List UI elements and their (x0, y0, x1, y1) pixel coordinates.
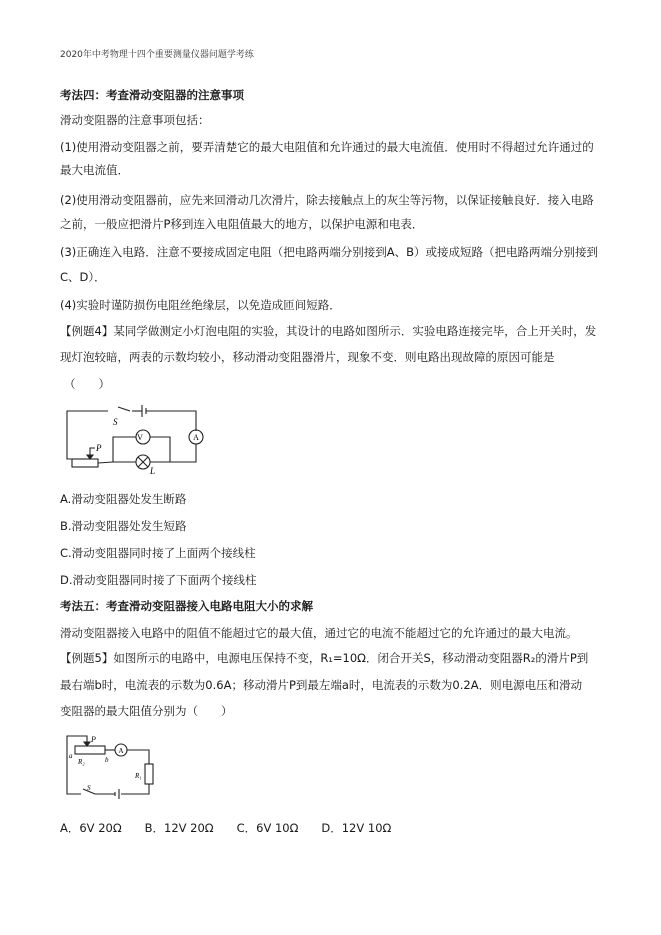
wire-left (67, 411, 108, 459)
label-ammeter: A (193, 433, 199, 442)
wire-top-right (146, 411, 196, 431)
label-switch: S (87, 784, 91, 792)
switch-blade (118, 407, 130, 411)
section4-item4: (4)实验时谨防损伤电阻丝绝缘层，以免造成匝间短路． (60, 298, 341, 312)
example4-option-a: A.滑动变阻器处发生断路 (60, 492, 187, 506)
section5-title: 考法五：考查滑动变阻器接入电路电阻大小的求解 (60, 599, 313, 613)
example4-line2: 现灯泡较暗，两表的示数均较小，移动滑动变阻器滑片，现象不变．则电路出现故障的原因可能是 (60, 350, 555, 364)
resistor-r1 (145, 764, 153, 784)
example4-option-c: C.滑动变阻器同时接了上面两个接线柱 (60, 546, 256, 560)
example4-answer-blank: （ ） (64, 377, 110, 391)
section4-item3-line1: (3)正确连入电路．注意不要接成固定电阻（把电路两端分别接到A、B）或接成短路（把电路两端分别接到 (60, 245, 599, 259)
section4-title: 考法四：考查滑动变阻器的注意事项 (60, 88, 244, 102)
wire-right-top (127, 750, 149, 764)
label-switch: S (113, 417, 118, 427)
section5-intro: 滑动变阻器接入电路中的阻值不能超过它的最大值，通过它的电流不能超过它的允许通过的最大电流。 (60, 626, 578, 640)
label-lamp: L (150, 466, 156, 475)
example4-option-b: B.滑动变阻器处发生短路 (60, 519, 187, 533)
section4-intro: 滑动变阻器的注意事项包括： (60, 113, 210, 127)
wire-right-down (170, 444, 196, 462)
section4-item1-line1: (1)使用滑动变阻器之前，要弄清楚它的最大电阻值和允许通过的最大电流值．使用时不得超过允许通过的 (60, 140, 594, 154)
wire-right-bottom (121, 784, 149, 794)
label-slider: P (96, 443, 102, 453)
example5-circuit-diagram (63, 732, 163, 802)
label-p: P (91, 735, 96, 744)
example4-line1: 【例题4】某同学做测定小灯泡电阻的实验，其设计的电路如图所示．实验电路连接完毕，合上开关时，发 (60, 324, 597, 338)
label-b: b (105, 756, 109, 764)
section4-item2-line2: 之前，一般应把滑片P移到连入电阻值最大的地方，以保护电源和电表． (60, 217, 424, 231)
label-r1: R₁ (135, 772, 142, 780)
rheostat-r2 (75, 746, 105, 754)
wire-voltmeter-right (150, 437, 170, 462)
label-voltmeter: V (137, 433, 143, 442)
page-header: 2020年中考物理十四个重要测量仪器问题学考练 (60, 50, 254, 60)
example4-option-d: D.滑动变阻器同时接了下面两个接线柱 (60, 573, 257, 587)
example5-line1: 【例题5】如图所示的电路中，电源电压保持不变，R₁=10Ω．闭合开关S，移动滑动变阻器R₂的滑片P到 (60, 651, 589, 665)
example5-line2: 最右端b时，电流表的示数为0.6A；移动滑片P到最左端a时，电流表的示数为0.2A．则电源电压和滑动 (60, 678, 583, 692)
label-r2: R₂ (78, 758, 85, 766)
section4-item3-line2: C、D）． (60, 270, 106, 284)
example5-line3: 变阻器的最大阻值分别为（ ） (60, 704, 233, 718)
label-ammeter: A (118, 747, 124, 755)
label-a: a (69, 752, 73, 760)
slider-arrow (84, 742, 90, 746)
wire-voltmeter-left (113, 437, 136, 462)
example5-options: A．6V 20Ω B．12V 20Ω C．6V 10Ω D．12V 10Ω (60, 821, 392, 835)
section4-item2-line1: (2)使用滑动变阻器前，应先来回滑动几次滑片，除去接触点上的灰尘等污物，以保证接触良好．接入电路 (60, 193, 594, 207)
rheostat-resistor (72, 459, 98, 467)
section4-item1-line2: 最大电流值． (60, 163, 129, 177)
example4-circuit-diagram (60, 403, 210, 475)
